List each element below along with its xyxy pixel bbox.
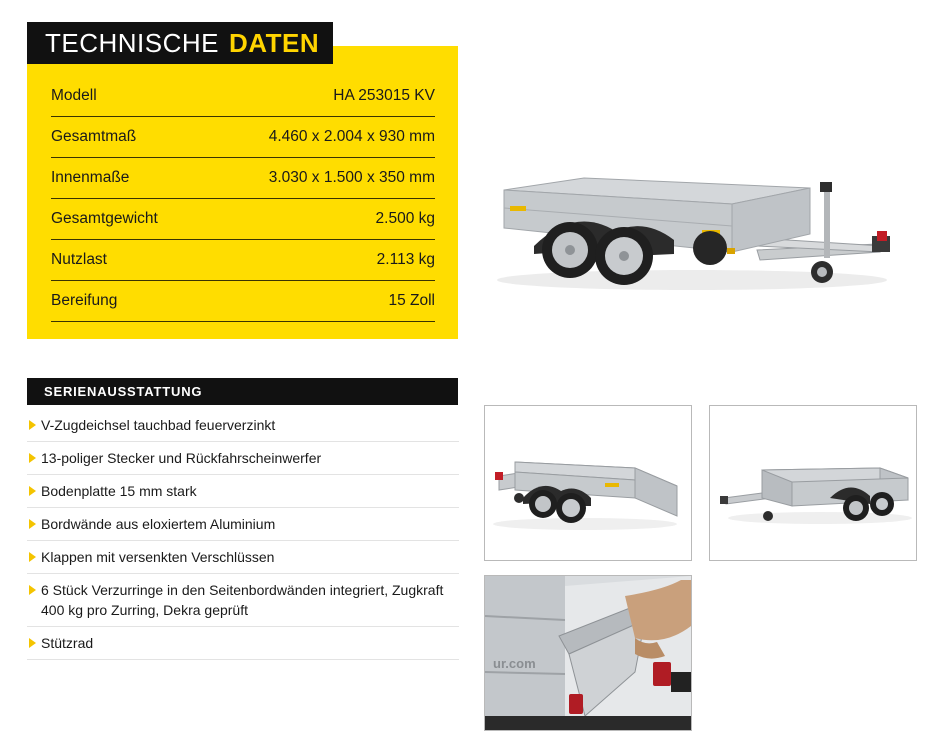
trailer-rear-view-image <box>484 405 692 561</box>
title-daten: DATEN <box>225 22 333 64</box>
bullet-arrow-icon <box>29 519 36 529</box>
spec-label: Innenmaße <box>51 169 130 186</box>
list-item <box>27 508 459 541</box>
bullet-arrow-icon <box>29 638 36 648</box>
technical-data-table <box>51 76 435 322</box>
spec-label: Nutzlast <box>51 251 107 268</box>
spec-value: 3.030 x 1.500 x 350 mm <box>268 169 435 186</box>
list-item-text: Klappen mit versenkten Verschlüssen <box>41 549 275 565</box>
trailer-main-image <box>492 168 918 298</box>
list-item-text: 13-poliger Stecker und Rückfahrscheinwerfer <box>41 450 322 466</box>
list-item-text: Bodenplatte 15 mm stark <box>41 483 197 499</box>
spec-label: Gesamtmaß <box>51 128 137 145</box>
spec-value: 2.500 kg <box>375 210 435 227</box>
spec-value: HA 253015 KV <box>333 87 435 104</box>
spec-row-innenmasse <box>51 158 435 199</box>
bullet-arrow-icon <box>29 486 36 496</box>
list-item <box>27 574 459 627</box>
list-item <box>27 541 459 574</box>
bullet-arrow-icon <box>29 585 36 595</box>
list-item <box>27 627 459 660</box>
bullet-arrow-icon <box>29 453 36 463</box>
list-item-text: Bordwände aus eloxiertem Aluminium <box>41 516 276 532</box>
technical-data-title <box>27 22 333 64</box>
spec-label: Modell <box>51 87 97 104</box>
list-item-text: V-Zugdeichsel tauchbad feuerverzinkt <box>41 417 276 433</box>
list-item <box>27 442 459 475</box>
list-item <box>27 409 459 442</box>
spec-value: 15 Zoll <box>388 292 435 309</box>
spec-row-gesamtgewicht <box>51 199 435 240</box>
bullet-arrow-icon <box>29 552 36 562</box>
tailgate-detail-image <box>484 575 692 731</box>
standard-equipment-list <box>27 409 459 660</box>
spec-label: Bereifung <box>51 292 118 309</box>
standard-equipment-header <box>27 378 458 405</box>
detail-url-text: ur.com <box>493 656 536 671</box>
title-technische: TECHNISCHE <box>27 22 225 64</box>
spec-row-bereifung <box>51 281 435 322</box>
spec-row-gesamtmass <box>51 117 435 158</box>
spec-row-nutzlast <box>51 240 435 281</box>
bullet-arrow-icon <box>29 420 36 430</box>
list-item-text: 6 Stück Verzurringe in den Seitenbordwänden integriert, Zugkraft 400 kg pro Zurring, Dekra geprüft <box>41 582 444 618</box>
list-item-text: Stützrad <box>41 635 94 651</box>
spec-value: 2.113 kg <box>376 251 435 268</box>
spec-value: 4.460 x 2.004 x 930 mm <box>268 128 435 145</box>
trailer-front-view-image <box>709 405 917 561</box>
list-item <box>27 475 459 508</box>
spec-label: Gesamtgewicht <box>51 210 158 227</box>
standard-equipment-title: SERIENAUSSTATTUNG <box>44 384 203 399</box>
spec-row-modell <box>51 76 435 117</box>
